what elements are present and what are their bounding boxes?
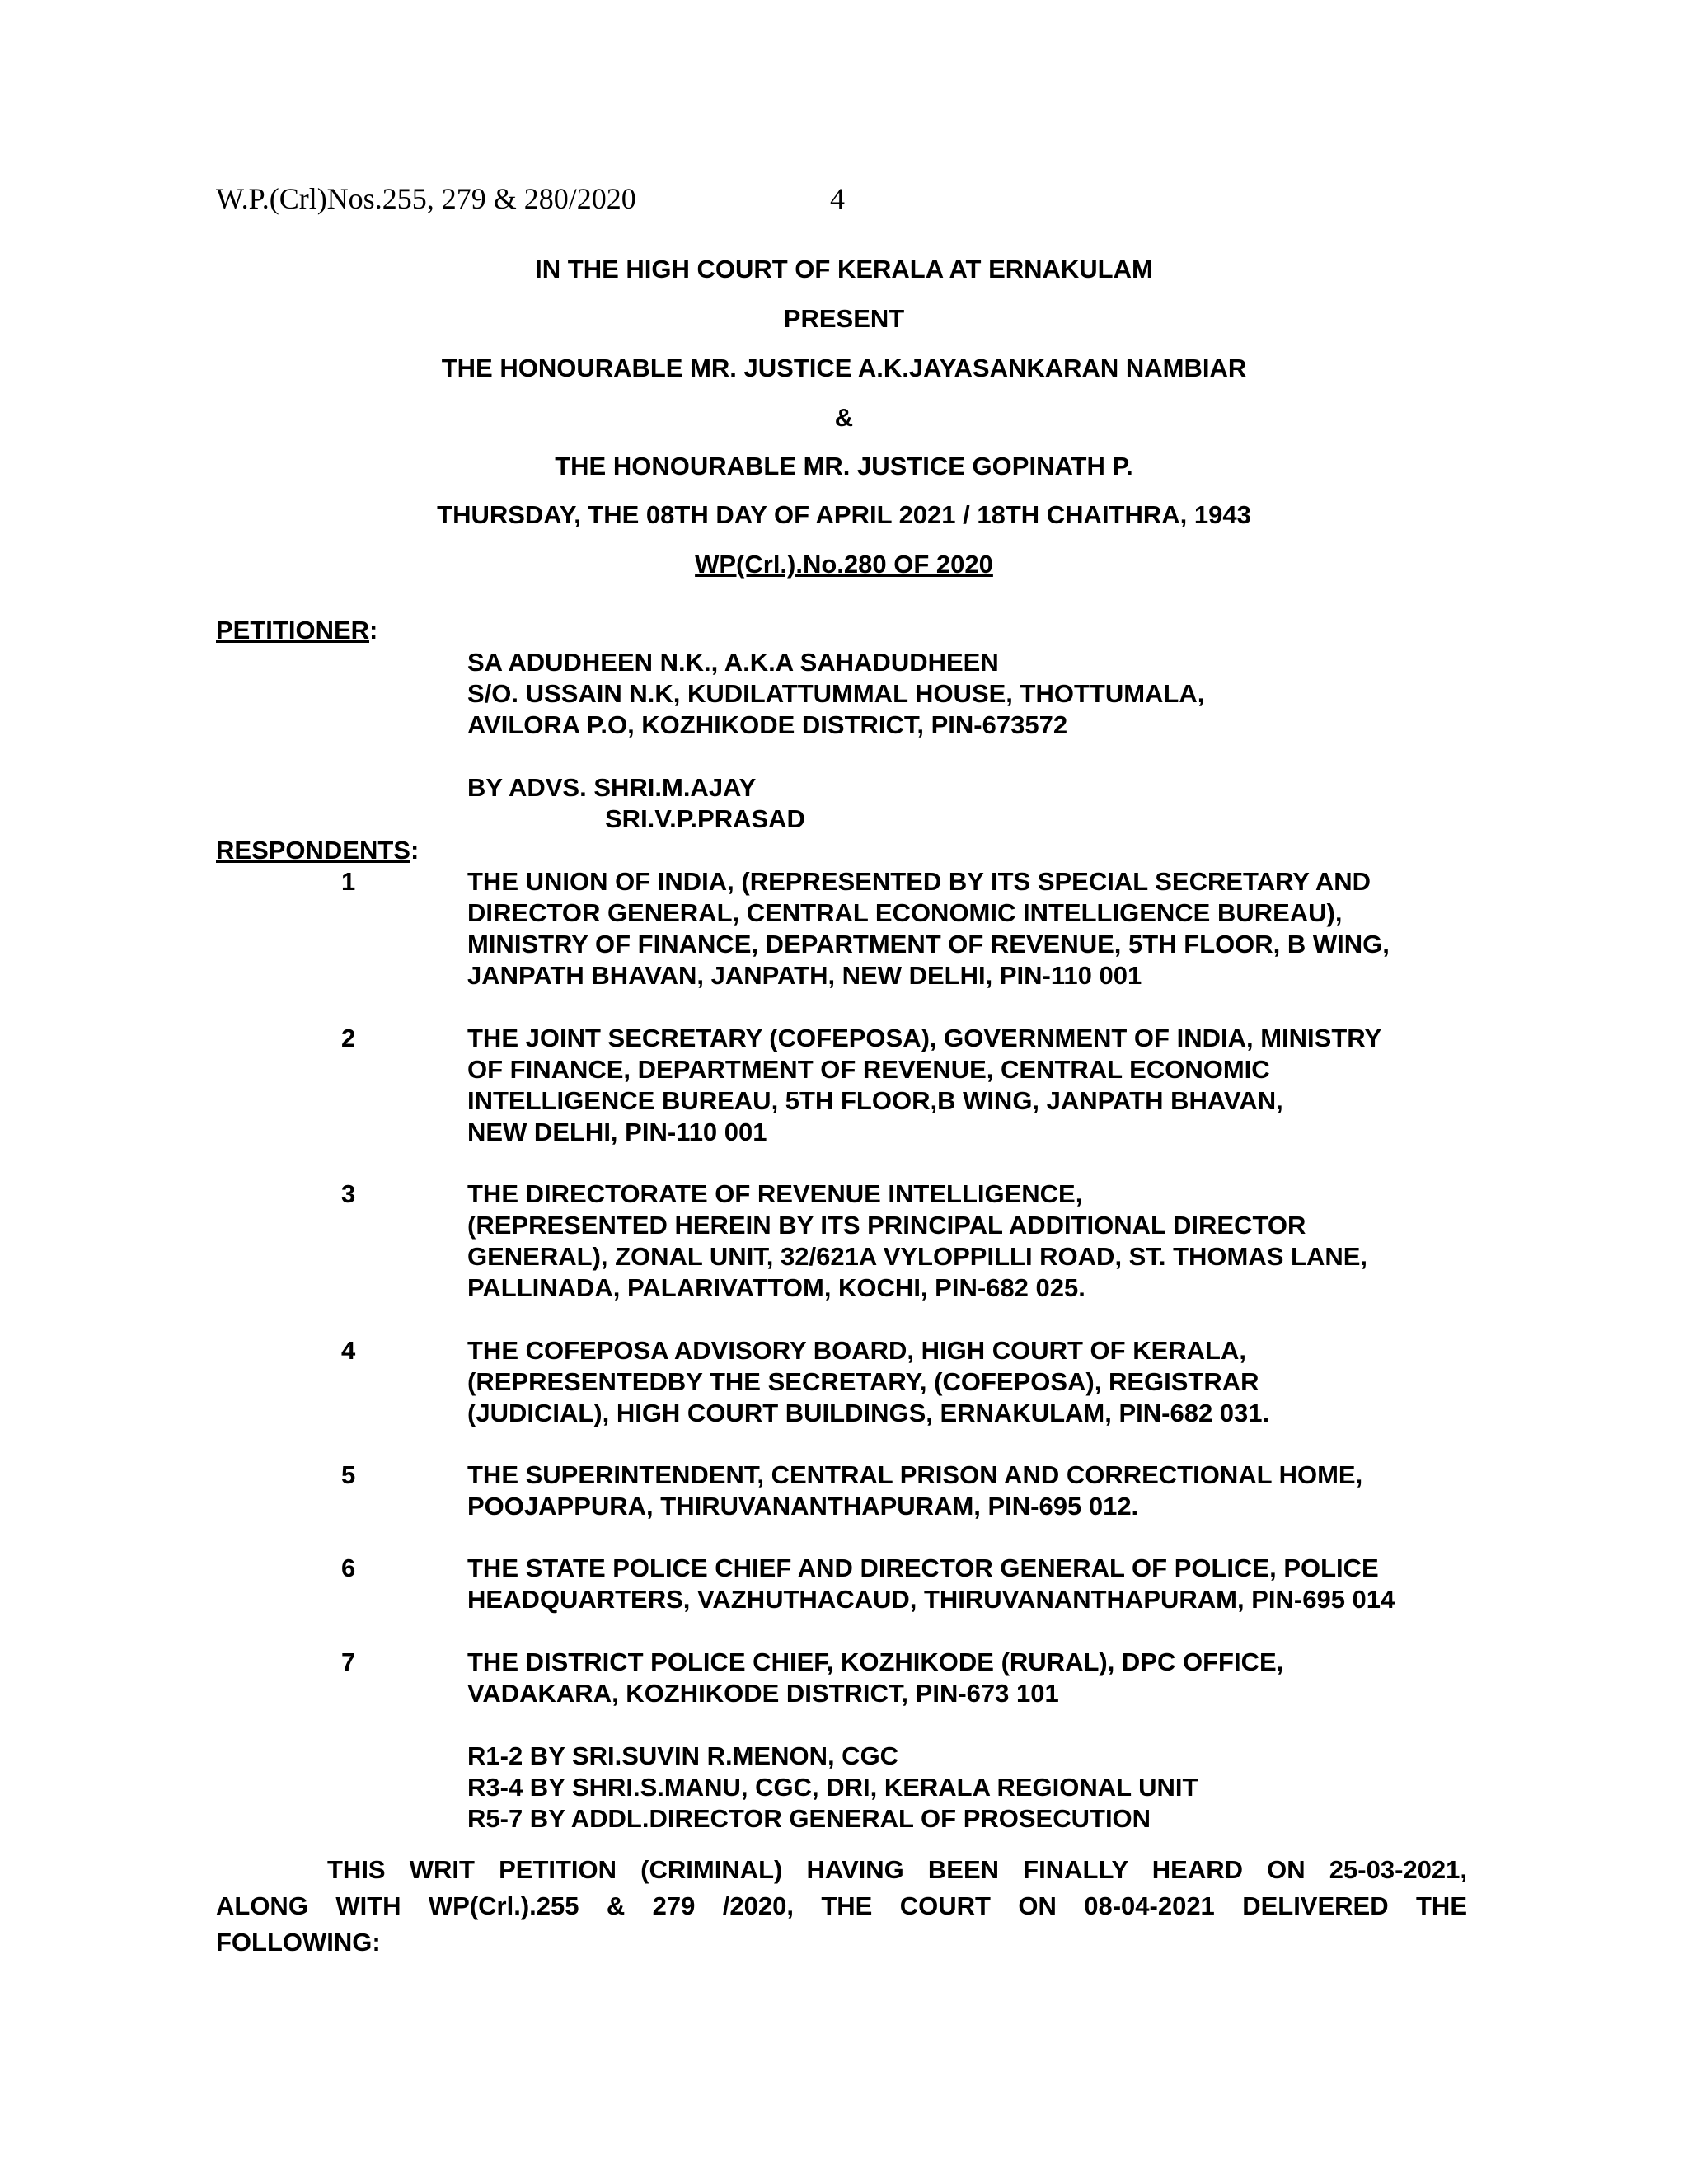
- petitioner-line: SA ADUDHEEN N.K., A.K.A SAHADUDHEEN: [467, 648, 999, 677]
- respondent-3: [467, 1179, 1367, 1304]
- respondent-5: [467, 1460, 1362, 1522]
- petitioner-line: S/O. USSAIN N.K, KUDILATTUMMAL HOUSE, THOTTUMALA,: [467, 679, 1205, 708]
- respondent-line: THE UNION OF INDIA, (REPRESENTED BY ITS SPECIAL SECRETARY AND: [467, 867, 1372, 896]
- judge-1: THE HONOURABLE MR. JUSTICE A.K.JAYASANKARAN NAMBIAR: [441, 354, 1247, 382]
- respondent-number: 4: [341, 1336, 356, 1365]
- respondent-line: GENERAL), ZONAL UNIT, 32/621A VYLOPPILLI ROAD, ST. THOMAS LANE,: [467, 1242, 1368, 1271]
- petitioner-colon: :: [369, 616, 378, 644]
- respondent-line: (JUDICIAL), HIGH COURT BUILDINGS, ERNAKULAM, PIN-682 031.: [467, 1399, 1270, 1427]
- respondent-line: JANPATH BHAVAN, JANPATH, NEW DELHI, PIN-110 001: [467, 961, 1142, 990]
- respondent-2: [467, 1023, 1381, 1148]
- petitioner-label: [216, 615, 377, 646]
- ampersand: &: [834, 403, 854, 432]
- respondent-line: THE DIRECTORATE OF REVENUE INTELLIGENCE,: [467, 1179, 1083, 1208]
- respondent-line: PALLINADA, PALARIVATTOM, KOCHI, PIN-682 025.: [467, 1273, 1085, 1302]
- respondent-number: 6: [341, 1554, 356, 1582]
- paragraph-line: ALONG WITH WP(Crl.).255 & 279 /2020, THE COURT ON 08-04-2021 DELIVERED THE: [216, 1891, 1467, 1920]
- respondent-number: 2: [341, 1024, 356, 1052]
- advocate-line: BY ADVS. SHRI.M.AJAY: [467, 773, 757, 802]
- advocate-line: SRI.V.P.PRASAD: [605, 804, 805, 833]
- court-name: IN THE HIGH COURT OF KERALA AT ERNAKULAM: [535, 255, 1153, 284]
- respondents-colon: :: [410, 836, 420, 865]
- page-number: 4: [830, 182, 845, 215]
- respondent-line: OF FINANCE, DEPARTMENT OF REVENUE, CENTRAL ECONOMIC: [467, 1055, 1270, 1084]
- respondent-7: [467, 1647, 1283, 1709]
- hearing-date: THURSDAY, THE 08TH DAY OF APRIL 2021 / 18TH CHAITHRA, 1943: [437, 500, 1251, 529]
- respondent-line: HEADQUARTERS, VAZHUTHACAUD, THIRUVANANTHAPURAM, PIN-695 014: [467, 1585, 1395, 1614]
- paragraph-line: THIS WRIT PETITION (CRIMINAL) HAVING BEEN FINALLY HEARD ON 25-03-2021,: [327, 1855, 1467, 1884]
- counsel-line: R5-7 BY ADDL.DIRECTOR GENERAL OF PROSECUTION: [467, 1804, 1151, 1833]
- petitioner-label-text: PETITIONER: [216, 616, 370, 644]
- respondent-line: (REPRESENTED HEREIN BY ITS PRINCIPAL ADDITIONAL DIRECTOR: [467, 1211, 1306, 1240]
- respondent-line: THE SUPERINTENDENT, CENTRAL PRISON AND CORRECTIONAL HOME,: [467, 1460, 1363, 1489]
- respondent-line: NEW DELHI, PIN-110 001: [467, 1118, 767, 1146]
- present-heading: PRESENT: [783, 304, 905, 333]
- respondent-line: INTELLIGENCE BUREAU, 5TH FLOOR,B WING, JANPATH BHAVAN,: [467, 1086, 1283, 1115]
- petitioner-advocates: [467, 772, 805, 835]
- respondent-line: DIRECTOR GENERAL, CENTRAL ECONOMIC INTELLIGENCE BUREAU),: [467, 898, 1343, 927]
- counsel-line: R3-4 BY SHRI.S.MANU, CGC, DRI, KERALA REGIONAL UNIT: [467, 1773, 1198, 1802]
- respondent-4: [467, 1335, 1269, 1429]
- respondent-number: 3: [341, 1179, 356, 1208]
- respondent-line: THE STATE POLICE CHIEF AND DIRECTOR GENERAL OF POLICE, POLICE: [467, 1554, 1379, 1582]
- paragraph-line: FOLLOWING:: [216, 1928, 381, 1957]
- respondent-1: [467, 866, 1390, 991]
- case-number: [0, 549, 1688, 580]
- respondents-label: [216, 835, 419, 866]
- judgment-intro-paragraph: [216, 1852, 1467, 1961]
- respondent-6: [467, 1553, 1395, 1615]
- judge-2: THE HONOURABLE MR. JUSTICE GOPINATH P.: [555, 452, 1133, 480]
- respondent-number: 7: [341, 1647, 356, 1676]
- counsel-line: R1-2 BY SRI.SUVIN R.MENON, CGC: [467, 1741, 899, 1770]
- respondent-line: VADAKARA, KOZHIKODE DISTRICT, PIN-673 101: [467, 1679, 1059, 1708]
- respondent-counsel: [467, 1741, 1198, 1835]
- respondent-line: THE COFEPOSA ADVISORY BOARD, HIGH COURT OF KERALA,: [467, 1336, 1246, 1365]
- respondent-line: MINISTRY OF FINANCE, DEPARTMENT OF REVENUE, 5TH FLOOR, B WING,: [467, 930, 1390, 958]
- case-number-text: WP(Crl.).No.280 OF 2020: [695, 550, 993, 579]
- respondent-number: 5: [341, 1460, 356, 1489]
- respondent-number: 1: [341, 867, 356, 896]
- respondent-line: POOJAPPURA, THIRUVANANTHAPURAM, PIN-695 012.: [467, 1492, 1139, 1521]
- petitioner-line: AVILORA P.O, KOZHIKODE DISTRICT, PIN-673572: [467, 710, 1068, 739]
- case-reference-header: W.P.(Crl)Nos.255, 279 & 280/2020: [216, 182, 636, 215]
- respondents-label-text: RESPONDENTS: [216, 836, 410, 865]
- respondent-line: (REPRESENTEDBY THE SECRETARY, (COFEPOSA), REGISTRAR: [467, 1367, 1259, 1396]
- petitioner-details: [467, 647, 1204, 741]
- respondent-line: THE DISTRICT POLICE CHIEF, KOZHIKODE (RURAL), DPC OFFICE,: [467, 1647, 1284, 1676]
- respondent-line: THE JOINT SECRETARY (COFEPOSA), GOVERNMENT OF INDIA, MINISTRY: [467, 1024, 1382, 1052]
